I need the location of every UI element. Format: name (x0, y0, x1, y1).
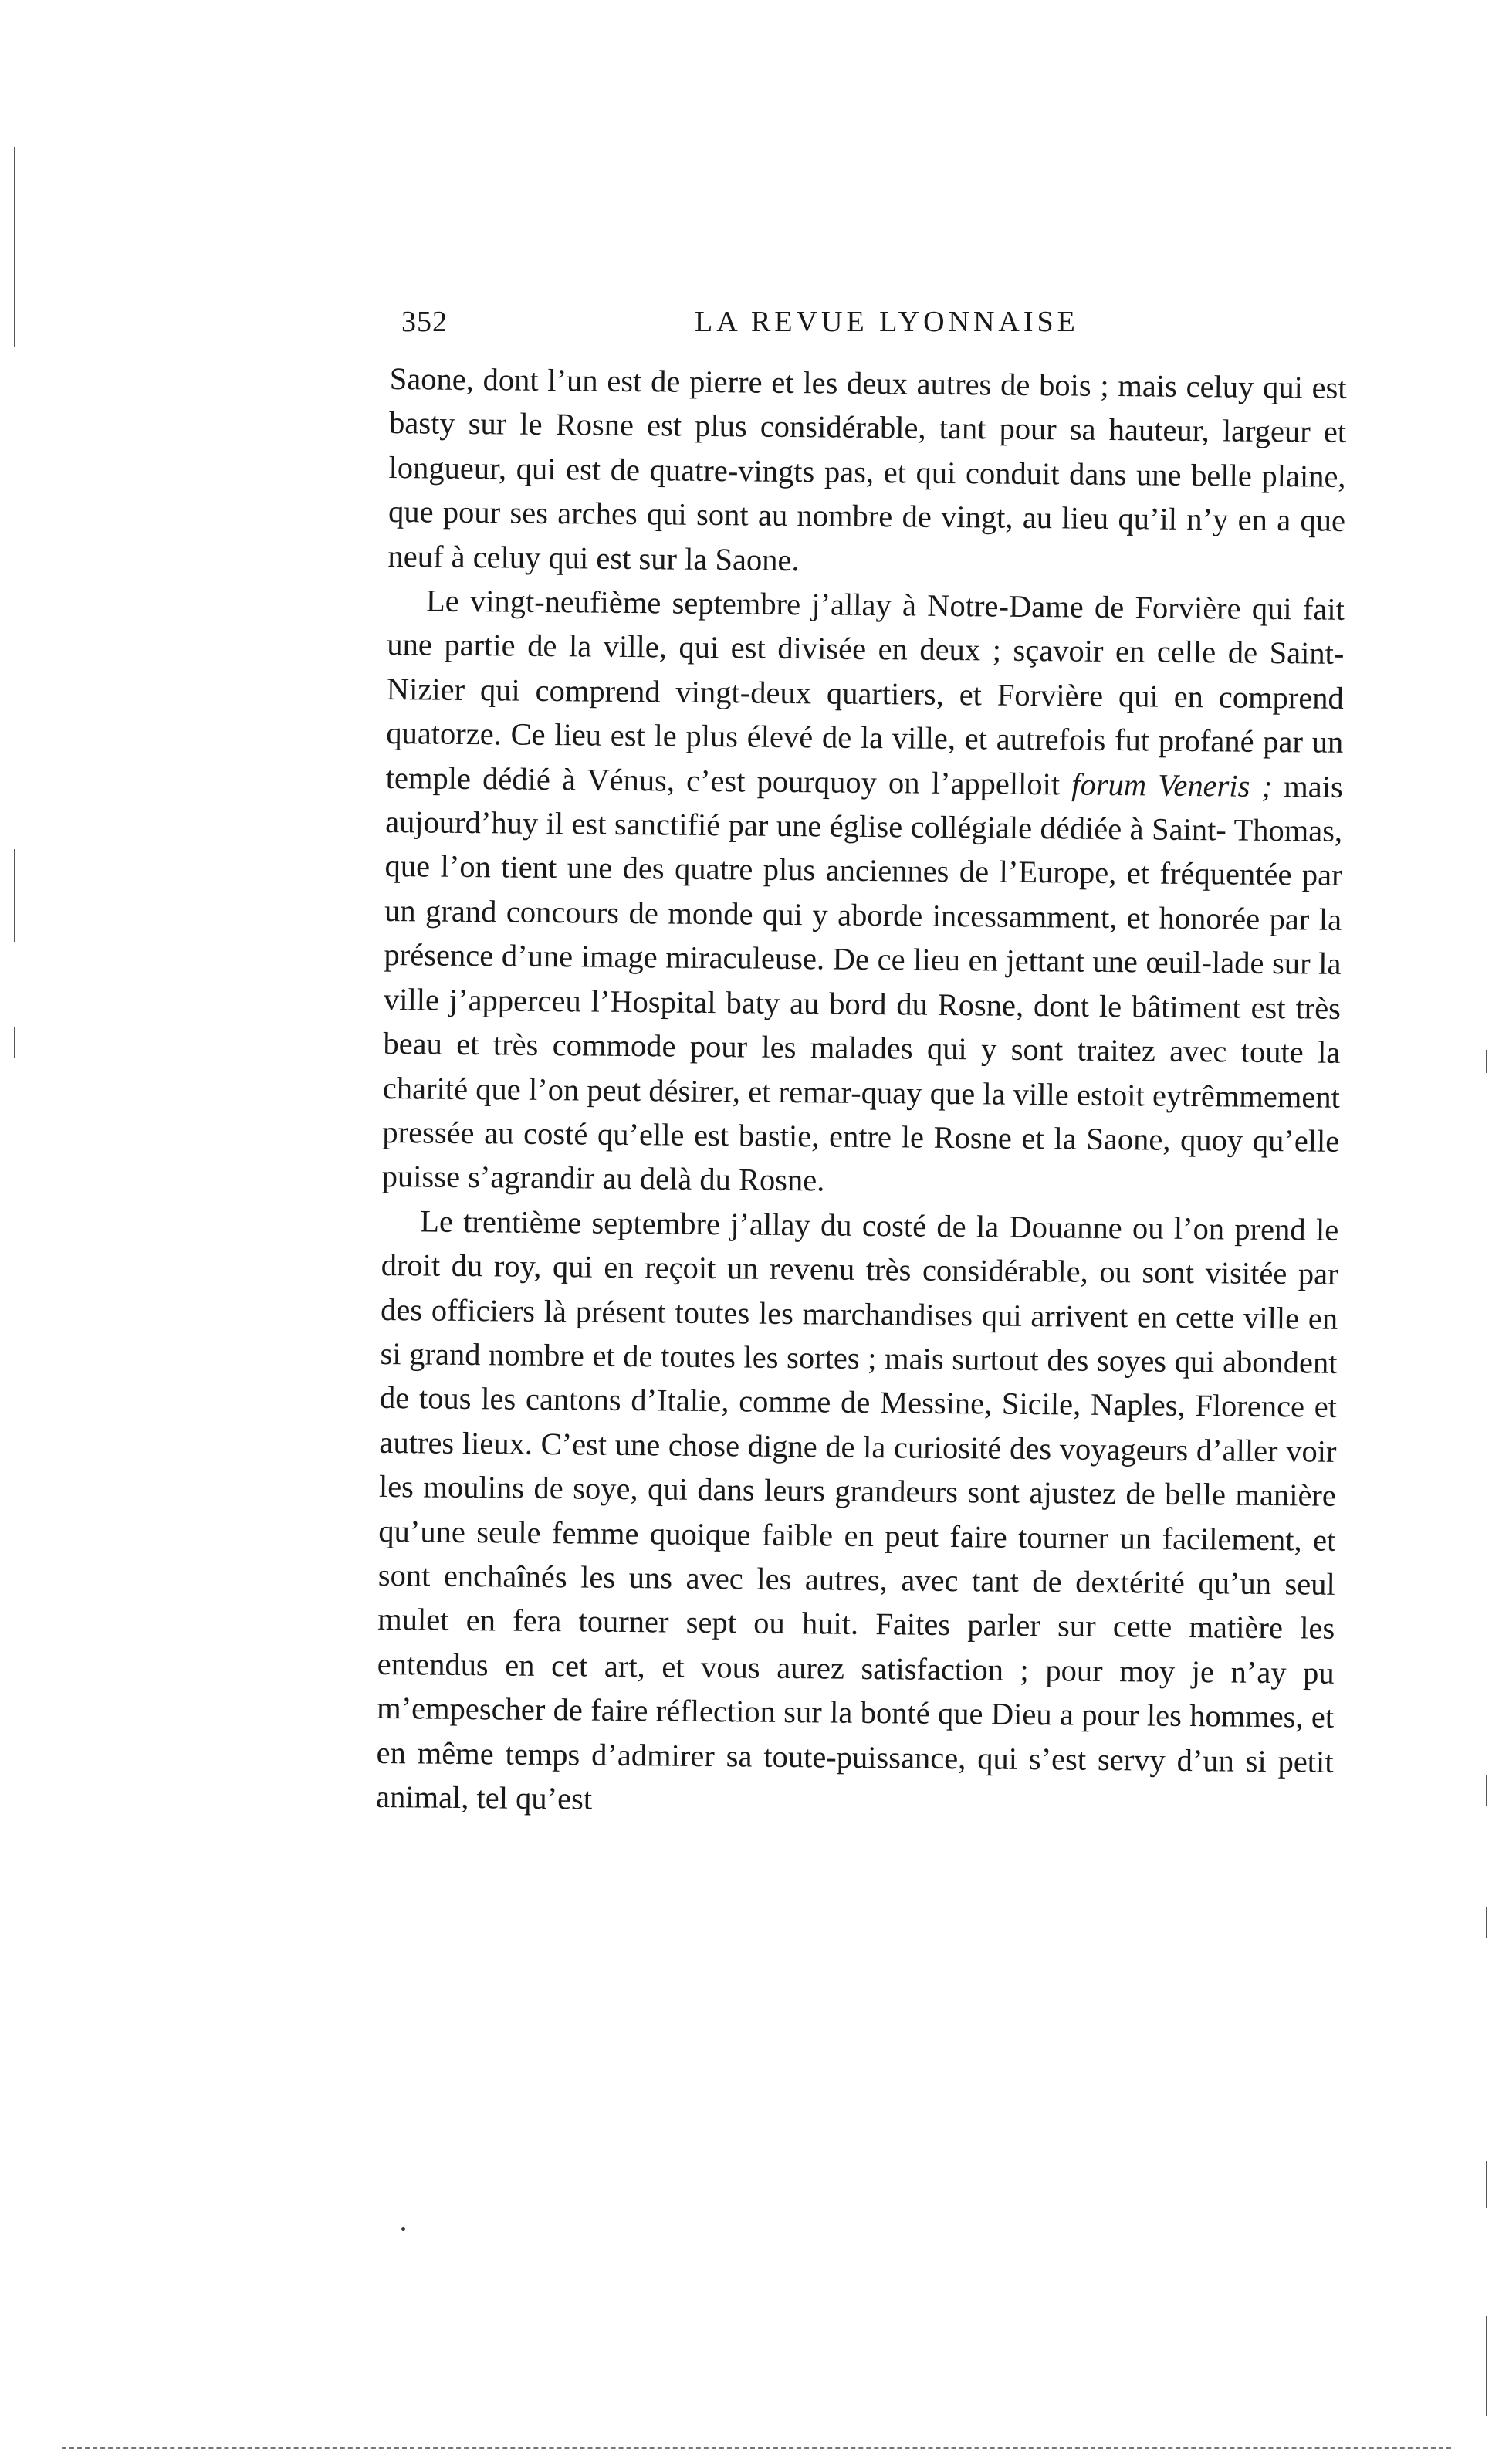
paragraph-2-text-a: Le vingt-neufième septembre j’allay à Notre-Dame de Forvière qui fait une partie de la ville, qui est divisée en deux ; sçavoir en celle de Saint-Nizier qui comprend vingt-deux quartiers, et Forvière qui en comprend quatorze. Ce lieu est le plus élevé de la ville, et autrefois fut profané par un temple dédié à Vénus, c’est pourquoy on l’appelloit (385, 583, 1345, 802)
paragraph-1: Saone, dont l’un est de pierre et les deux autres de bois ; mais celuy qui est basty sur le Rosne est plus considérable, tant pour sa hauteur, largeur et longueur, qui est de quatre-vingts pas, et qui conduit dans une belle plaine, que pour ses arches qui sont au nombre de vingt, au lieu qu’il n’y en a que neuf à celuy qui est sur la Saone. (387, 360, 1347, 577)
page-number: 352 (401, 306, 448, 338)
bottom-scan-edge (62, 2447, 1451, 2449)
right-margin-mark (1486, 1775, 1487, 1806)
body-text (376, 357, 1347, 1828)
right-margin-mark (1486, 2161, 1487, 2208)
paragraph-2 (382, 578, 1345, 1208)
left-margin-mark (14, 849, 15, 942)
paragraph-2-italic-phrase: forum Veneris ; (1071, 767, 1273, 804)
left-margin-mark (14, 147, 15, 347)
ink-speck (401, 2227, 405, 2231)
journal-title: LA REVUE LYONNAISE (695, 306, 1079, 338)
left-margin-mark (14, 1027, 15, 1058)
right-margin-mark (1486, 1907, 1487, 1938)
paragraph-2-text-b: mais aujourd’huy il est sanctifié par une église collégiale dédiée à Saint- Thomas, que l’on tient une des quatre plus anciennes de l’Europe, et fréquentée par un grand concours de monde qui y aborde incessamment, et honorée par la présence d’une image miraculeuse. De ce lieu en jettant une œuil-lade sur la ville j’apperceu l’Hospital baty au bord du Rosne, dont le bâtiment est très beau et très commode pour les malades qui y sont traitez avec toute la charité que l’on peut désirer, et remar-quay que la ville estoit eytrêmmement pressée au costé qu’elle est bastie, entre le Rosne et la Saone, quoy qu’elle puisse s’agrandir au delà du Rosne. (381, 768, 1343, 1198)
paragraph-3: Le trentième septembre j’allay du costé de la Douanne ou l’on prend le droit du roy, qui en reçoit un revenu très considérable, ou sont visitée par des officiers là présent toutes les marchandises qui arrivent en cette ville en si grand nombre et de toutes les sortes ; mais surtout des soyes qui abondent de tous les cantons d’Italie, comme de Messine, Sicile, Naples, Florence et autres lieux. C’est une chose digne de la curiosité des voyageurs d’aller voir les moulins de soye, qui dans leurs grandeurs sont ajustez de belle manière qu’une seule femme quoique faible en peut faire tourner un facilement, et sont enchaînés les uns avec les autres, avec tant de dextérité qu’un seul mulet en fera tourner sept ou huit. Faites parler sur cette matière les entendus en cet art, et vous aurez satisfaction ; pour moy je n’ay pu m’empescher de faire réflection sur la bonté que Dieu a pour les hommes, et en même temps d’admirer sa toute-puissance, qui s’est servy d’un si petit animal, tel qu’est (375, 1203, 1339, 1816)
right-margin-mark (1486, 1050, 1487, 1073)
running-head (401, 305, 1351, 351)
right-margin-mark (1486, 2316, 1487, 2416)
